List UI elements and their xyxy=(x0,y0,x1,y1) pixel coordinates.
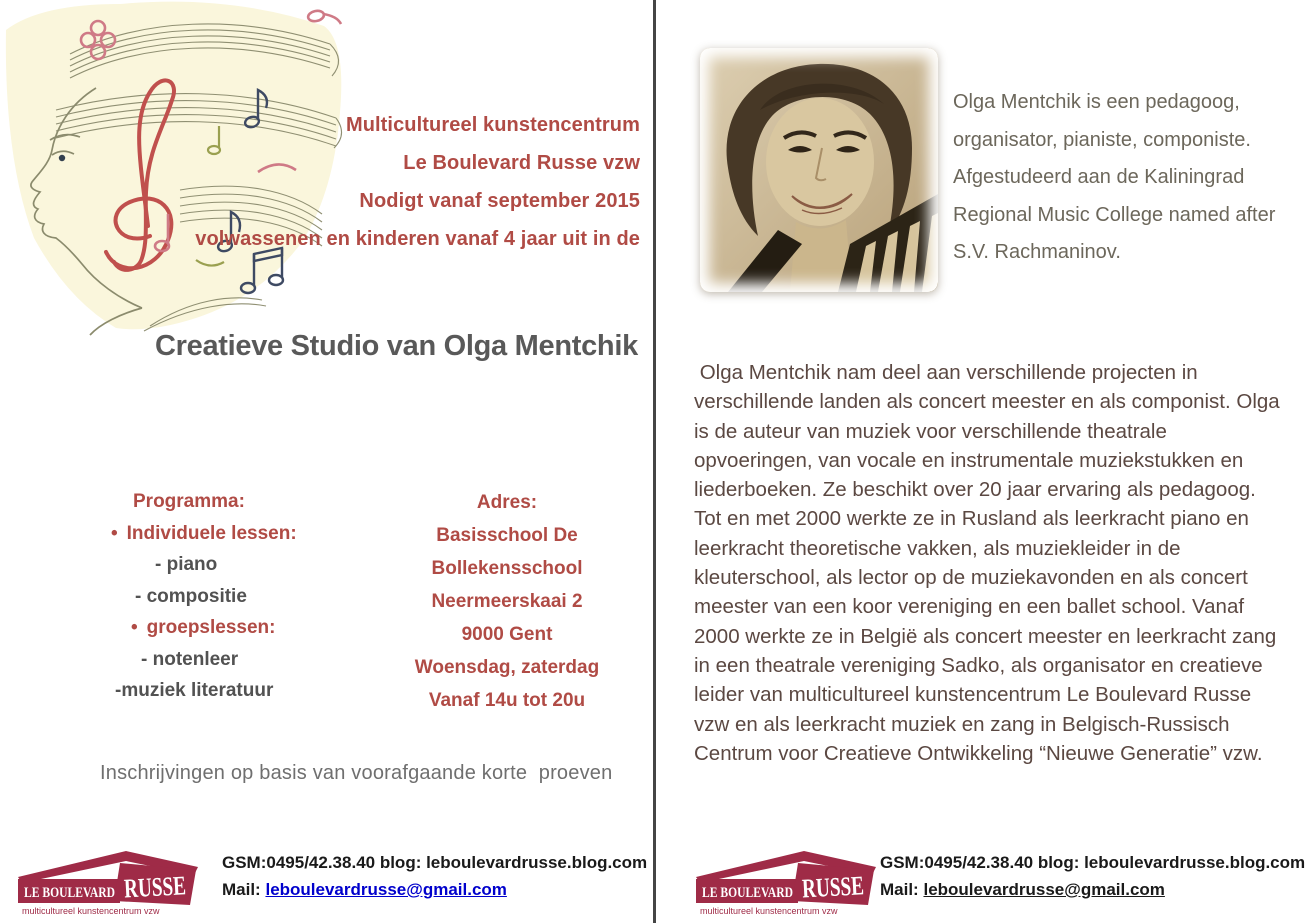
email-link[interactable]: leboulevardrusse@gmail.com xyxy=(923,880,1165,899)
adres-section xyxy=(368,486,646,717)
logo-tagline: multicultureel kunstencentrum vzw xyxy=(22,906,160,916)
adres-line: Woensdag, zaterdag xyxy=(414,657,600,678)
le-boulevard-russe-logo xyxy=(686,843,891,917)
bullet-icon: • xyxy=(131,617,138,638)
programma-item xyxy=(95,549,345,581)
page-divider xyxy=(653,0,656,923)
adres-line: 9000 Gent xyxy=(461,624,553,645)
programma-item-label: - piano xyxy=(155,554,218,575)
programma-item xyxy=(95,644,345,676)
invitation-header xyxy=(195,106,640,258)
invitation-line: volwassenen en kinderen vanaf 4 jaar uit in de xyxy=(195,228,640,250)
portrait-photo xyxy=(700,48,938,292)
programma-heading: Programma: xyxy=(133,491,245,512)
programma-item xyxy=(95,612,345,644)
logo-line1: LE BOULEVARD xyxy=(702,885,794,901)
le-boulevard-russe-logo xyxy=(8,843,213,917)
programma-item-label: - compositie xyxy=(135,585,247,607)
mail-line xyxy=(880,876,1305,903)
mail-label: Mail: xyxy=(222,880,261,899)
portrait-drawing xyxy=(700,48,938,292)
bio-intro-text: Olga Mentchik is een pedagoog, organisator, pianiste, componiste. Afgestudeerd aan de Kaliningrad Regional Music College named after S.V. Rachmaninov. xyxy=(953,91,1276,263)
email-link[interactable]: leboulevardrusse@gmail.com xyxy=(265,880,507,899)
mail-line xyxy=(222,876,647,903)
contact-block xyxy=(222,849,647,903)
programma-item-label: groepslessen: xyxy=(146,617,276,638)
page-title: Creatieve Studio van Olga Mentchik xyxy=(155,330,638,362)
adres-line: Vanaf 14u tot 20u xyxy=(428,690,586,711)
programma-item xyxy=(95,518,345,550)
bio-paragraph: Olga Mentchik nam deel aan verschillende projecten in verschillende landen als concert meester en als componist. Olga is de auteur van muziek voor verschillende theatrale opvoeringen, van vocale en instrumentale muziekstukken en liederboeken. Ze beschikt over 20 jaar ervaring als pedagoog. Tot en met 2000 werkte ze in Rusland als leerkracht piano en leerkracht theoretische vakken, als muziekleider in de kleuterschool, als lector op de muziekavonden en als concert meester van een koor vereniging en een ballet school. Vanaf 2000 werkte ze in België als concert meester en leerkracht zang in een theatrale vereniging Sadko, als organisator en creatieve leider van multicultureel kunstencentrum Le Boulevard Russe vzw en als leerkracht muziek en zang in Belgisch-Russisch Centrum voor Creatieve Ontwikkeling “Nieuwe Generatie” vzw. xyxy=(694,361,1280,765)
adres-line: Basisschool De Bollekensschool xyxy=(431,525,583,579)
programma-item xyxy=(95,581,345,613)
invitation-line: Nodigt vanaf september 2015 xyxy=(359,190,640,212)
adres-heading: Adres: xyxy=(476,492,538,513)
right-page xyxy=(658,0,1309,923)
contact-block xyxy=(880,849,1305,903)
logo-line2: RUSSE xyxy=(123,868,212,904)
gsm-blog-line: GSM:0495/42.38.40 blog: leboulevardrusse.blog.com xyxy=(222,853,648,872)
programma-item-label: Individuele lessen: xyxy=(126,522,297,544)
gsm-blog-line: GSM:0495/42.38.40 blog: leboulevardrusse.blog.com xyxy=(880,853,1306,872)
programma-section xyxy=(95,486,345,707)
programma-item-label: - notenleer xyxy=(141,648,239,670)
logo-line2: RUSSE xyxy=(801,868,890,904)
programma-item xyxy=(95,675,345,707)
bullet-icon: • xyxy=(111,522,118,544)
logo-tagline: multicultureel kunstencentrum vzw xyxy=(700,906,838,916)
logo-line1: LE BOULEVARD xyxy=(24,885,116,901)
registration-note: Inschrijvingen op basis van voorafgaande korte proeven xyxy=(100,762,613,784)
eye xyxy=(59,155,65,161)
invitation-line: Multicultureel kunstencentrum xyxy=(345,114,640,136)
invitation-line: Le Boulevard Russe vzw xyxy=(403,152,640,174)
programma-item-label: -muziek literatuur xyxy=(115,680,274,701)
left-page xyxy=(0,0,653,923)
mail-label: Mail: xyxy=(880,880,919,899)
adres-line: Neermeerskaai 2 xyxy=(431,591,583,612)
